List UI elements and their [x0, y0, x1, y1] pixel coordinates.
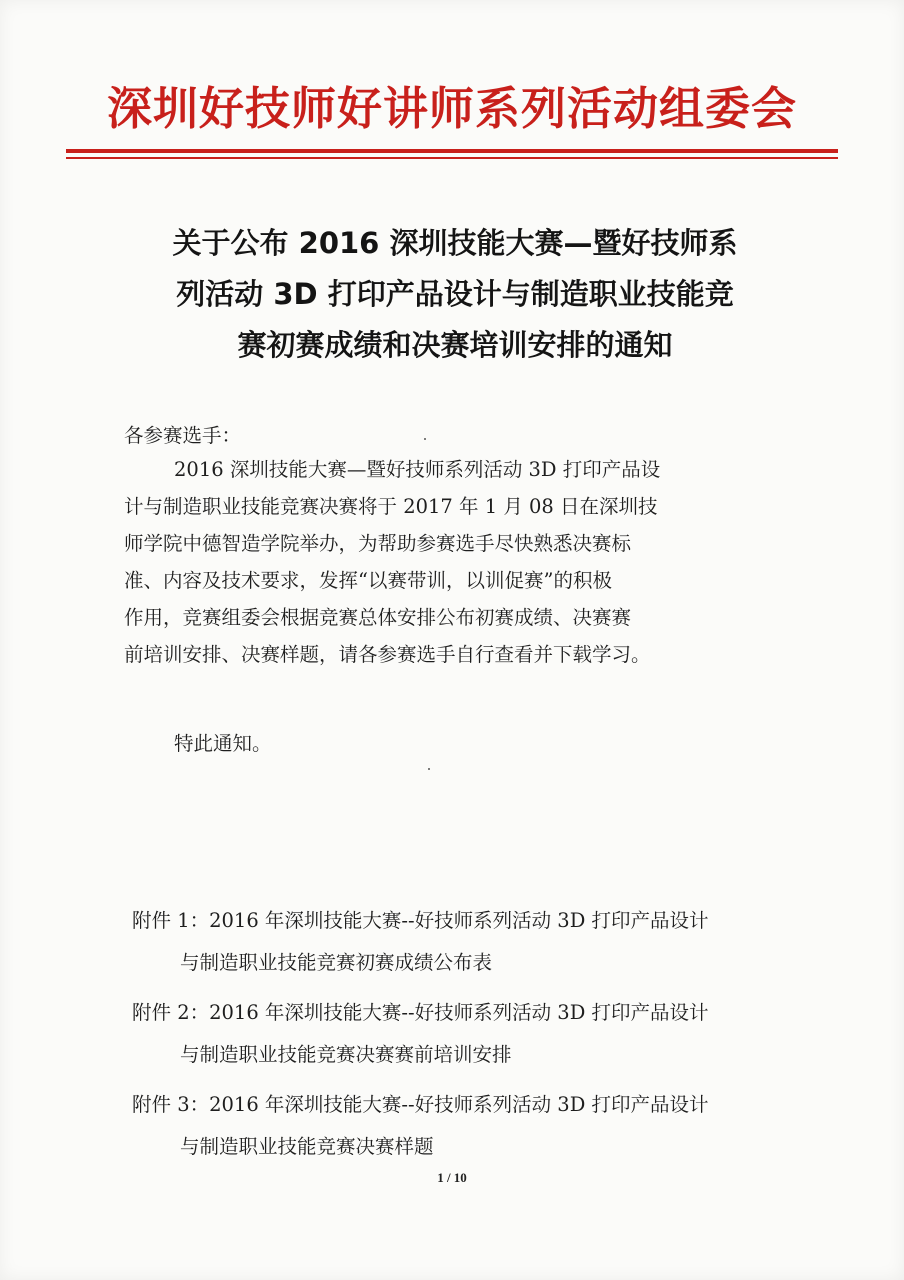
notice-title-line: 关于公布 2016 深圳技能大赛—暨好技师系: [172, 226, 738, 260]
attachment-title-cont: 与制造职业技能竞赛决赛赛前培训安排: [180, 1043, 512, 1066]
notice-title-line: 赛初赛成绩和决赛培训安排的通知: [237, 328, 673, 362]
attachment-item: [132, 992, 812, 1076]
attachment-list: [132, 900, 812, 1176]
letterhead-divider-thick: [66, 149, 838, 153]
attachment-title-cont: 与制造职业技能竞赛决赛样题: [180, 1135, 434, 1158]
page-number: 1 / 10: [437, 1170, 467, 1185]
letterhead-divider-thin: [66, 157, 838, 159]
scan-speck: [424, 438, 426, 440]
notice-title-line: 列活动 3D 打印产品设计与制造职业技能竞: [176, 277, 734, 311]
letterhead-title: 深圳好技师好讲师系列活动组委会: [106, 82, 797, 135]
attachment-item: [132, 900, 812, 984]
scan-speck: [428, 768, 430, 770]
body-line: 2016 深圳技能大赛—暨好技师系列活动 3D 打印产品设: [174, 458, 661, 481]
attachment-title: 附件 1：2016 年深圳技能大赛--好技师系列活动 3D 打印产品设计: [132, 909, 709, 932]
body-line: 作用，竞赛组委会根据竞赛总体安排公布初赛成绩、决赛赛: [124, 606, 632, 629]
body-line: 计与制造职业技能竞赛决赛将于 2017 年 1 月 08 日在深圳技: [124, 495, 658, 518]
body-line: 前培训安排、决赛样题，请各参赛选手自行查看并下载学习。: [124, 643, 651, 666]
attachment-item: [132, 1084, 812, 1168]
body-line: 准、内容及技术要求，发挥“以赛带训，以训促赛”的积极: [124, 569, 612, 592]
notice-title: [110, 218, 800, 371]
closing-text: 特此通知。: [174, 732, 272, 755]
body-line: 师学院中德智造学院举办，为帮助参赛选手尽快熟悉决赛标: [124, 532, 632, 555]
attachment-title: 附件 2：2016 年深圳技能大赛--好技师系列活动 3D 打印产品设计: [132, 1001, 709, 1024]
body-paragraph: [124, 451, 784, 673]
salutation: 各参赛选手：: [124, 424, 242, 447]
attachment-title: 附件 3：2016 年深圳技能大赛--好技师系列活动 3D 打印产品设计: [132, 1093, 709, 1116]
attachment-title-cont: 与制造职业技能竞赛初赛成绩公布表: [180, 951, 493, 974]
